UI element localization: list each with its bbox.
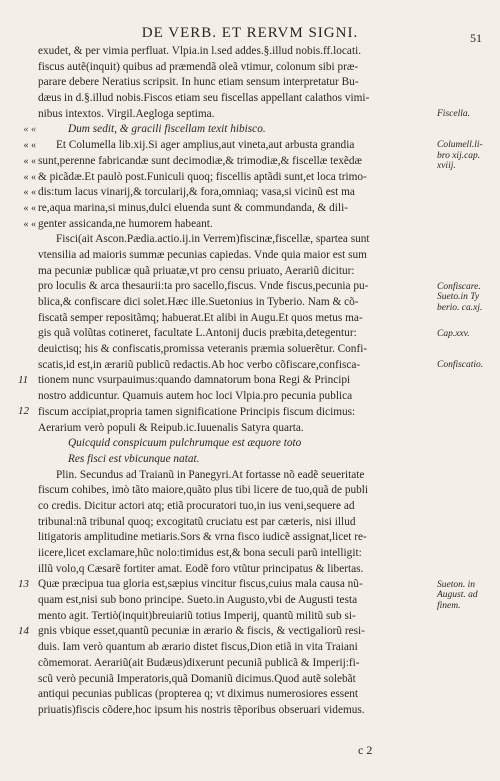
- text-line-content: vtensilia ad maioris summæ pecunias capiedas. Vnde quia maior est sum: [38, 248, 367, 261]
- text-line: [23, 154, 430, 170]
- text-line: [23, 217, 430, 233]
- text-line: [38, 342, 430, 358]
- margin-note: Sueton. in August. ad finem.: [437, 579, 478, 611]
- text-line: [38, 75, 430, 91]
- text-line-content: cõmemorat. Aerariũ(ait Budæus)dixerunt pecuniã publicã & Imperij:fi-: [38, 656, 360, 669]
- text-line: [38, 640, 430, 656]
- margin-note: Cap.xxv.: [437, 328, 470, 339]
- text-line-content: Dum sedit, & gracili fiscellam texit hibisco.: [68, 123, 266, 136]
- text-line-content: Quæ præcipua tua gloria est,sæpius vincitur fiscus,cuius mala causa nũ-: [38, 578, 363, 591]
- text-line: [38, 358, 430, 374]
- text-line: [38, 593, 430, 609]
- line-number: 12: [18, 405, 29, 418]
- text-line-content: & picãdæ.Et paulò post.Funiculi quoq; fiscellis aptãdi sunt,et loca trimo-: [38, 170, 367, 183]
- text-line: [38, 530, 430, 546]
- text-line: [38, 468, 430, 484]
- text-line-content: duis. Iam verò quantum ab ærario distet fiscus,Dion etiã in vita Traiani: [38, 641, 358, 654]
- text-line: [38, 624, 430, 640]
- text-line: [38, 107, 430, 123]
- text-line: [38, 60, 430, 76]
- running-title: DE VERB. ET RERVM SIGNI.: [141, 25, 359, 41]
- text-line: [38, 452, 430, 468]
- text-line-content: pro loculis & arca thesaurii:ta pro sacello,fiscus. Vnde fiscus,pecunia pu-: [38, 280, 369, 293]
- line-number: 13: [18, 577, 29, 590]
- text-line-content: Fisci(ait Ascon.Pædia.actio.ij.in Verrem)fiscinæ,fiscellæ, spartea sunt: [56, 233, 370, 246]
- line-number: 14: [18, 624, 29, 637]
- text-line-content: scatis,id est,in ærariũ publicũ redactis.Ab hoc verbo cõfiscare,confisca-: [38, 358, 361, 371]
- text-line-content: Res fisci est vbicunque natat.: [68, 452, 200, 465]
- text-line-content: blica,& confiscare dici solet.Hæc ille.Suetonius in Tyberio. Nam & cõ-: [38, 296, 359, 308]
- quotation-marks: « «: [23, 187, 36, 199]
- text-line-content: mento agit. Tertiò(inquit)breuiariũ totius Imperij, quantũ militũ sub si-: [38, 609, 356, 622]
- text-line-content: dis:tum lacus vinarij,& torcularij,& fora,omniaq; vasa,si vicinũ est ma: [38, 186, 355, 199]
- text-line-content: Aerarium verò populi & Reipub.ic.Iuuenalis Satyra quarta.: [38, 421, 304, 434]
- text-line: [23, 201, 430, 217]
- text-line: [38, 264, 430, 280]
- text-line: [38, 546, 430, 562]
- quotation-marks: « «: [23, 218, 36, 230]
- quotation-marks: « «: [23, 202, 36, 214]
- text-line: [38, 405, 430, 421]
- text-line-content: parare debere Neratius scripsit. In hunc etiam sensum interpretatur Bu-: [38, 76, 359, 89]
- text-line: [38, 279, 430, 295]
- text-line-content: Quicquid conspicuum pulchrumque est æquore toto: [68, 437, 302, 450]
- text-line: [38, 499, 430, 515]
- signature-mark: c 2: [358, 743, 373, 757]
- text-line-content: exudet, & per vimia perfluat. Vlpia.in l.sed addes.§.illud nobis.ff.locati.: [38, 45, 362, 57]
- text-line: [38, 672, 430, 688]
- text-line-content: gis quã volũtas cotineret, facultate L.Antonij ducis præbita,detegentur:: [38, 327, 357, 340]
- text-line: [23, 122, 430, 138]
- text-line-content: fiscus autẽ(inquit) quibus ad præmendã oleã vtimur, colonum sibi præ-: [38, 60, 359, 73]
- text-line: [23, 170, 430, 186]
- text-line-content: deuictisq; his & confiscatis,promissa veteranis præmia soluerẽtur. Confi-: [38, 343, 368, 356]
- text-line: [38, 232, 430, 248]
- text-line: [23, 138, 430, 154]
- text-line: [38, 389, 430, 405]
- line-number: 11: [18, 373, 29, 386]
- text-line-content: fiscum cohibes, imò tãto maiore,quãto plus tibi licere de tuo,quã de publi: [38, 484, 369, 497]
- text-line-content: illũ volo,q Cæsarẽ fortiter amat. Eodẽ foro vtũtur principatus & libertas.: [38, 562, 364, 575]
- text-line: [38, 44, 430, 60]
- text-line: [38, 326, 430, 342]
- text-line-content: re,aqua marina,si minus,dulci eluenda sunt & commundanda, & dili-: [38, 201, 348, 214]
- text-line-content: antiqui pecunias publicas (propterea q; vt diximus numerosiores essent: [38, 688, 359, 701]
- text-line-content: sunt,perenne fabricandæ sunt decimodiæ,& trimodiæ,& fiscellæ texẽdæ: [38, 154, 363, 167]
- text-line-content: gnis vbique esset,quantũ pecuniæ in ærario & fiscis, & vectigaliorũ resi-: [38, 625, 365, 638]
- text-line: [38, 687, 430, 703]
- text-line-content: Et Columella lib.xij.Si ager amplius,aut vineta,aut arbusta grandia: [56, 139, 355, 152]
- text-line-content: co credis. Dicitur actori atq; etiã procuratori tuo,in ius veni,sequere ad: [38, 499, 355, 512]
- text-line-content: scũ verò pecuniã Imperatoris,quã Domaniũ dicimus.Quod autẽ solebãt: [38, 672, 356, 685]
- text-line-content: tionem nunc vsurpauimus:quando damnatorum bona Regi & Principi: [38, 374, 351, 387]
- text-line-content: nostro addicuntur. Quamuis autem hoc loci Vlpia.pro pecunia publica: [38, 390, 353, 403]
- page-number: 51: [470, 31, 482, 45]
- text-line-content: dæus in d.§.illud nobis.Fiscos etiam seu fiscellas appellant calathos vimi-: [38, 92, 370, 105]
- quotation-marks: « «: [23, 171, 36, 183]
- text-line: [38, 483, 430, 499]
- text-line-content: litigatoris amplitudine metiaris.Sors & vrna fisco iudicẽ assignat,licet re-: [38, 531, 367, 544]
- quotation-marks: « «: [23, 124, 36, 136]
- quotation-marks: « «: [23, 140, 36, 152]
- text-line-content: nibus intextos. Virgil.Aegloga septima.: [38, 107, 215, 120]
- text-line: [38, 703, 430, 719]
- text-line: [38, 562, 430, 578]
- text-line: [23, 185, 430, 201]
- text-line-content: iicere,licet exclamare,hũc nolo:timidus est,& bona seculi parũ intelligit:: [38, 547, 362, 559]
- text-line-content: tribunal:nã tribunal quoq; excogitatũ cruciatu est par cæteris, nisi illud: [38, 515, 356, 528]
- text-line-content: priuatis)fiscis cõdere,hoc ipsum his nostris tẽporibus obseruari videmus.: [38, 703, 365, 716]
- text-line-content: Plin. Secundus ad Traianũ in Panegyri.At fortasse nõ eadẽ seueritate: [56, 468, 365, 481]
- text-line: [38, 295, 430, 311]
- margin-note: Confiscare. Sueto.in Ty berio. ca.xj.: [437, 281, 483, 313]
- text-line-content: quam est,nisi sub bono principe. Sueto.in Augusto,vbi de Augusti testa: [38, 594, 358, 607]
- quotation-marks: « «: [23, 155, 36, 167]
- margin-note: Columell.li-bro xij.cap. xviij.: [437, 140, 483, 172]
- text-line: [38, 91, 430, 107]
- text-line-content: fiscatã semper repositãmq; habuerat.Et alibi in Augu.Et quos metus ma-: [38, 311, 363, 324]
- text-line: [38, 311, 430, 327]
- text-line-content: fiscum accipiat,propria tamen significatione Principis fiscum dicimus:: [38, 405, 356, 418]
- text-line: [38, 248, 430, 264]
- text-line: [38, 421, 430, 437]
- margin-note: Confiscatio.: [437, 360, 484, 370]
- text-line-content: genter assicanda,ne humorem habeant.: [38, 217, 213, 230]
- text-line-content: ma pecuniæ publicæ quã priuatæ,vt pro censu priuato, Aerariũ dicitur:: [38, 264, 355, 277]
- text-line: [38, 656, 430, 672]
- text-line: [38, 436, 430, 452]
- text-line: [38, 373, 430, 389]
- text-line: [38, 515, 430, 531]
- text-line: [38, 577, 430, 593]
- margin-note: Fiscella.: [437, 108, 470, 119]
- text-line: [38, 609, 430, 625]
